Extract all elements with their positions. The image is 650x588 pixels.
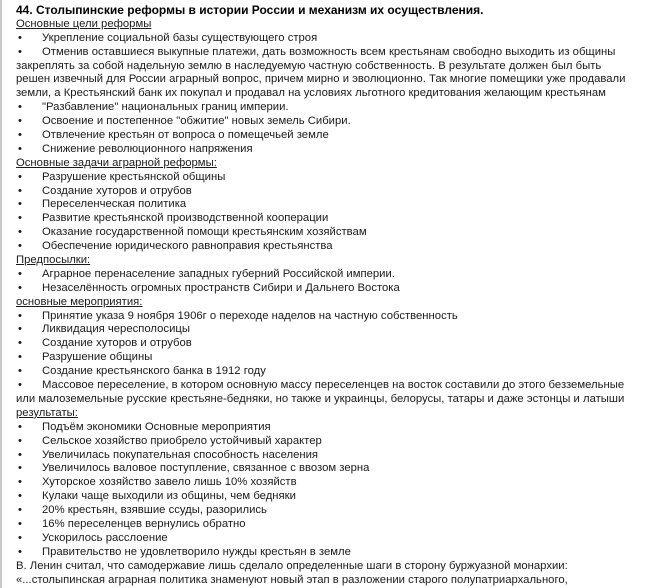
section-heading: Основные задачи аграрной реформы: [16,156,217,169]
bullet-icon: • [18,448,22,461]
bullet-text: "Разбавление" национальных границ империи. [42,101,289,114]
bullet-text: Правительство не удовлетворило нужды крестьян в земле [42,545,351,558]
bullet-item [16,476,650,490]
bullet-icon: • [18,142,22,155]
bullet-item [16,32,650,46]
bullet-item [16,143,650,157]
paragraph-line: «...столыпинская аграрная политика знаменуют новый этап в разложении старого полупатриархального, [16,573,568,586]
bullet-text: Укрепление социальной базы существующего строя [42,31,318,44]
bullet-item [16,532,650,546]
bullet-item [16,435,650,449]
bullet-icon: • [18,101,22,114]
bullet-text: Создание хуторов и отрубов [42,184,192,197]
paragraph-line: или малоземельные русские крестьяне-бедняки, но также и украинцы, белорусы, татары и даже эстонцы и латыши [16,392,625,405]
bullet-icon: • [18,170,22,183]
bullet-item [16,240,650,254]
section-heading: Основные цели реформы [16,17,152,30]
bullet-text: Ускорилось расслоение [42,531,168,544]
bullet-item [16,323,650,337]
bullet-text: 16% переселенцев вернулись обратно [42,517,246,530]
bullet-icon: • [18,184,22,197]
bullet-text: Переселенческая политика [42,198,187,211]
bullet-icon: • [18,351,22,364]
bullet-icon: • [18,420,22,433]
bullet-item [16,518,650,532]
bullet-text: Незаселённость огромных пространств Сибири и Дальнего Востока [42,281,400,294]
bullet-text: Создание крестьянского банка в 1912 году [42,365,266,378]
bullet-text: Массовое переселение, в котором основную массу переселенцев на восток составили до этого безземельные [42,379,625,392]
section-heading: результаты: [16,406,78,419]
bullet-icon: • [18,365,22,378]
bullet-text: Хуторское хозяйство завело лишь 10% хозяйств [42,476,297,489]
section-heading: основные мероприятия: [16,295,143,308]
bullet-item [16,462,650,476]
bullet-icon: • [18,115,22,128]
bullet-text: Ликвидация чересполосицы [42,323,190,336]
paragraph-line: земли, а Крестьянский банк их покупал и продавал на условиях льготного кредитования желающим крестьянам [16,87,606,100]
bullet-item [16,337,650,351]
bullet-icon: • [18,129,22,142]
bullet-icon: • [18,545,22,558]
bullet-item [16,101,650,115]
bullet-item [16,212,650,226]
bullet-icon: • [18,379,22,392]
bullet-text: Создание хуторов и отрубов [42,337,192,350]
section-heading: Предпосылки: [16,254,91,267]
bullet-icon: • [18,281,22,294]
bullet-item [16,115,650,129]
paragraph-line: В. Ленин считал, что самодержавие лишь сделало определенные шаги в сторону буржуазной монархии: [16,559,568,572]
bullet-text: 20% крестьян, взявшие ссуды, разорились [42,504,267,517]
bullet-item [16,171,650,185]
bullet-text: Аграрное перенаселение западных губерний Российской империи. [42,267,395,280]
bullet-item [16,490,650,504]
bullet-icon: • [18,198,22,211]
bullet-icon: • [18,504,22,517]
bullet-icon: • [18,267,22,280]
bullet-item [16,546,650,560]
bullet-item [16,421,650,435]
bullet-item [16,198,650,212]
bullet-text: Разрушение общины [42,351,153,364]
bullet-item [16,268,650,282]
bullet-item [16,504,650,518]
bullet-icon: • [18,31,22,44]
bullet-text: Снижение революционного напряжения [42,142,253,155]
bullet-text: Освоение и постепенное "обжитие" новых земель Сибири. [42,115,351,128]
bullet-item [16,185,650,199]
bullet-icon: • [18,226,22,239]
bullet-text: Отменив оставшиеся выкупные платежи, дать возможность всем крестьянам свободно выходить из общины [42,45,616,58]
bullet-text: Сельское хозяйство приобрело устойчивый характер [42,434,322,447]
bullet-text: Разрушение крестьянской общины [42,170,226,183]
bullet-icon: • [18,531,22,544]
bullet-icon: • [18,240,22,253]
paragraph-line: решен извечный для России аграрный вопрос, причем мирно и эволюционно. Так многие помещики уже продавали [16,73,626,86]
document-title: 44. Столыпинские реформы в истории России и механизм их осуществления. [16,3,484,17]
bullet-text: Обеспечение юридического равноправия крестьянства [42,240,333,253]
bullet-item [16,449,650,463]
bullet-icon: • [18,212,22,225]
bullet-item [16,226,650,240]
bullet-icon: • [18,517,22,530]
paragraph-line: закреплять за собой надельную землю в наследуемую частную собственность. В результате должен был быть [16,59,602,72]
document-body [16,4,650,587]
bullet-text: Оказание государственной помощи крестьянским хозяйствам [42,226,367,239]
bullet-icon: • [18,434,22,447]
bullet-item [16,310,650,324]
bullet-icon: • [18,462,22,475]
bullet-text: Подъём экономики Основные мероприятия [42,420,271,433]
bullet-item [16,365,650,379]
bullet-icon: • [18,337,22,350]
bullet-item [16,351,650,365]
bullet-text: Увеличилась покупательная способность населения [42,448,319,461]
bullet-text: Кулаки чаще выходили из общины, чем бедняки [42,490,296,503]
bullet-icon: • [18,45,22,58]
bullet-item [16,282,650,296]
bullet-item [16,46,650,60]
bullet-item [16,129,650,143]
bullet-text: Развитие крестьянской производственной кооперации [42,212,329,225]
bullet-icon: • [18,323,22,336]
bullet-icon: • [18,490,22,503]
bullet-text: Принятие указа 9 ноября 1906г о переходе наделов на частную собственность [42,309,458,322]
bullet-text: Отвлечение крестьян от вопроса о помещечьей земле [42,129,329,142]
bullet-icon: • [18,309,22,322]
bullet-icon: • [18,476,22,489]
bullet-item [16,379,650,393]
bullet-text: Увеличилось валовое поступление, связанное с ввозом зерна [42,462,370,475]
